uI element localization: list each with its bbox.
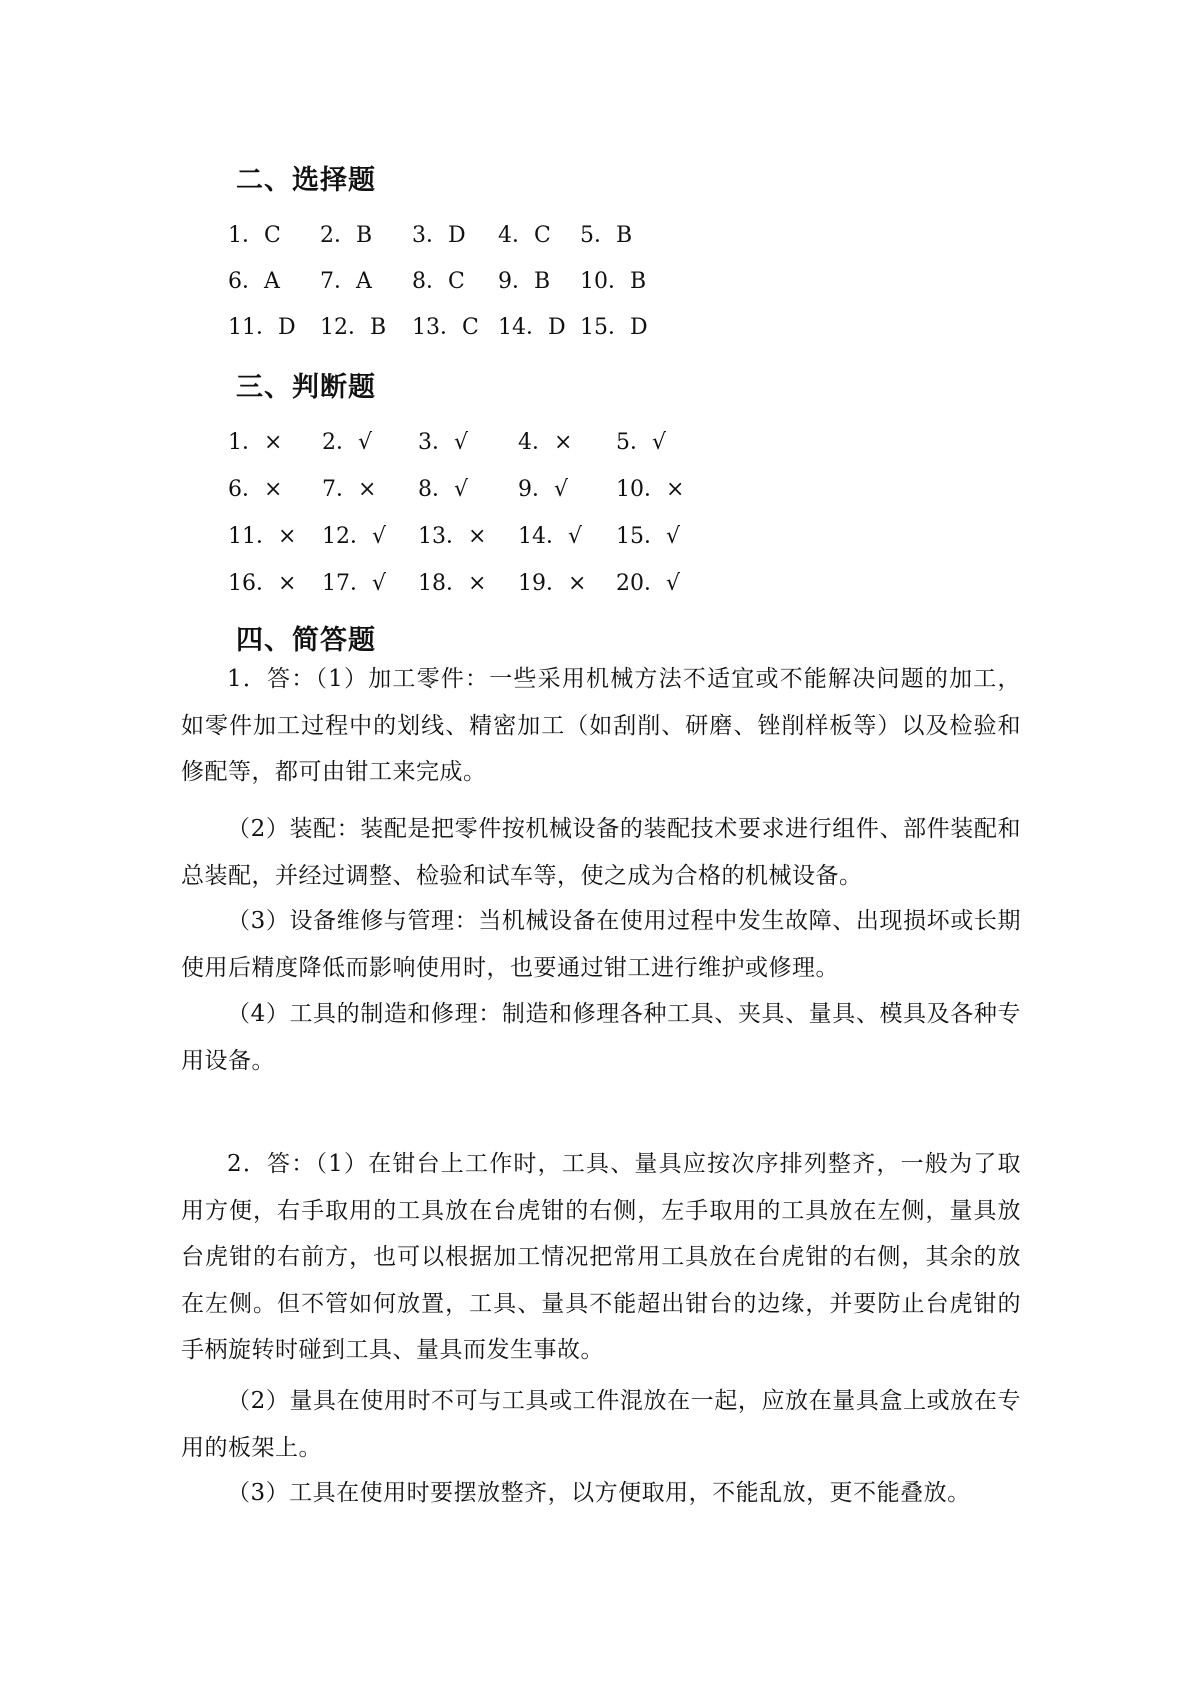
answer-item: 16．× [228,571,297,596]
answer-item: 9．√ [518,477,569,502]
answer-item: 1．× [228,430,283,455]
section-heading-judge: 三、判断题 [236,372,376,403]
answer-item: 13．× [418,524,487,549]
answer-paragraph: （4）工具的制造和修理：制造和修理各种工具、夹具、量具、模具及各种专用设备。 [181,1001,1021,1074]
answer-paragraph: （2）装配：装配是把零件按机械设备的装配技术要求进行组件、部件装配和总装配，并经过调整、检验和试车等，使之成为合格的机械设备。 [181,816,1021,889]
answer-item: 6．× [228,477,283,502]
answer-item: 2．√ [322,430,373,455]
answer-item: 6．A [228,269,280,294]
section-heading-choice: 二、选择题 [236,165,376,196]
answer-item: 7．× [322,477,377,502]
answer-item: 8．C [412,269,465,294]
answer-item: 12．√ [322,524,387,549]
answer-item: 5．B [580,223,633,248]
section-heading-short: 四、简答题 [236,625,376,656]
answer-paragraph: （3）设备维修与管理：当机械设备在使用过程中发生故障、出现损坏或长期使用后精度降低而影响使用时，也要通过钳工进行维护或修理。 [181,908,1021,981]
answer-paragraph: 2．答：（1）在钳台上工作时，工具、量具应按次序排列整齐，一般为了取用方便，右手取用的工具放在台虎钳的右侧，左手取用的工具放在左侧，量具放台虎钳的右前方，也可以根据加工情况把常用工具放在台虎钳的右侧，其余的放在左侧。但不管如何放置，工具、量具不能超出钳台的边缘，并要防止台虎钳的手柄旋转时碰到工具、量具而发生事故。 [181,1151,1021,1363]
answer-item: 15．D [580,315,648,340]
answer-item: 9．B [498,269,551,294]
answer-item: 1．C [228,223,281,248]
answer-item: 4．× [518,430,573,455]
answer-paragraph: （3）工具在使用时要摆放整齐，以方便取用，不能乱放，更不能叠放。 [227,1480,971,1506]
answer-item: 3．√ [418,430,469,455]
answer-item: 10．B [580,269,647,294]
answer-item: 20．√ [616,571,681,596]
answer-item: 14．D [498,315,566,340]
answer-paragraph: （2）量具在使用时不可与工具或工件混放在一起，应放在量具盒上或放在专用的板架上。 [181,1388,1021,1461]
answer-paragraph: 1．答：（1）加工零件：一些采用机械方法不适宜或不能解决问题的加工，如零件加工过程中的划线、精密加工（如刮削、研磨、锉削样板等）以及检验和修配等，都可由钳工来完成。 [181,666,1021,785]
answer-item: 14．√ [518,524,583,549]
answer-item: 18．× [418,571,487,596]
answer-item: 5．√ [616,430,667,455]
answer-item: 17．√ [322,571,387,596]
answer-item: 12．B [320,315,387,340]
answer-item: 11．× [228,524,297,549]
answer-item: 10．× [616,477,685,502]
answer-item: 4．C [498,223,551,248]
answer-item: 8．√ [418,477,469,502]
answer-item: 7．A [320,269,372,294]
answer-item: 2．B [320,223,373,248]
answer-item: 11．D [228,315,296,340]
answer-item: 19．× [518,571,587,596]
answer-item: 15．√ [616,524,681,549]
answer-item: 3．D [412,223,466,248]
answer-item: 13．C [412,315,479,340]
